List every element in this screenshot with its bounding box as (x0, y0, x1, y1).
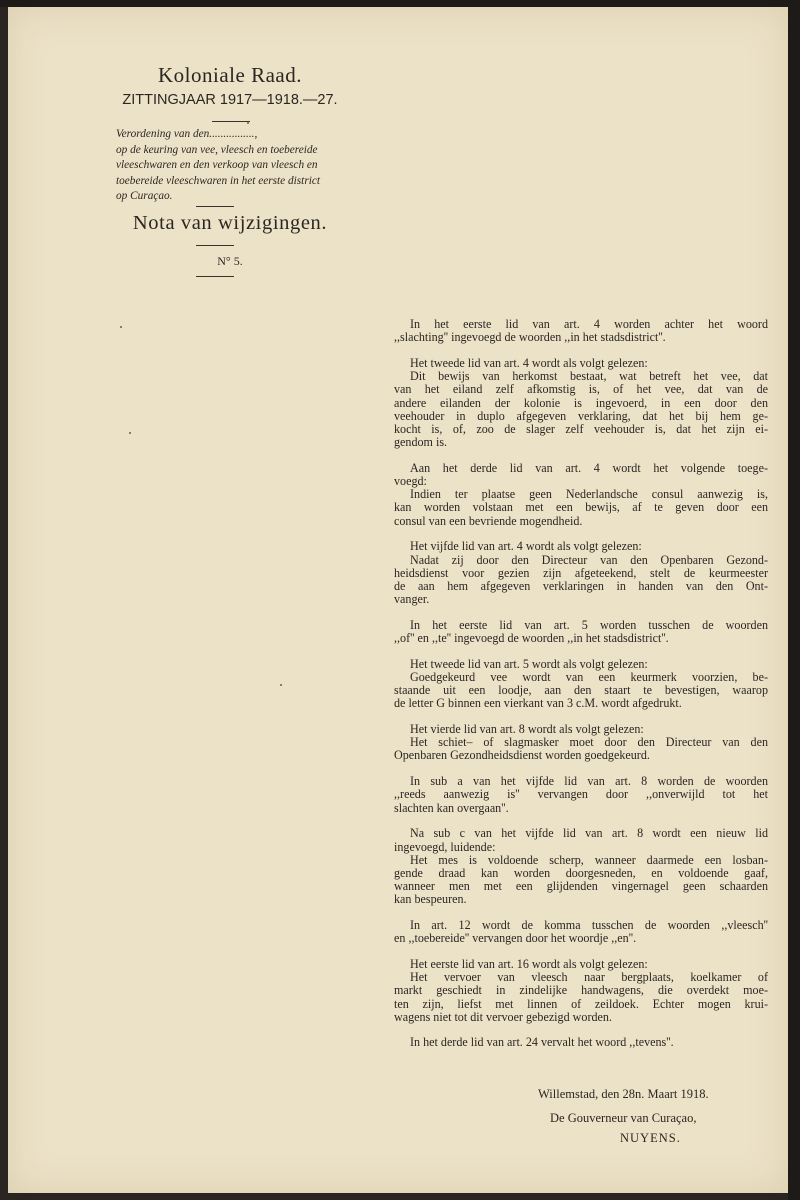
paragraph-line: Na sub c van het vijfde lid van art. 8 wordt een nieuw lid (410, 826, 768, 841)
paragraph-line: Het schiet– of slagmasker moet door den Directeur van den (410, 735, 768, 750)
amendment-paragraph (394, 462, 768, 528)
paragraph-line: Indien ter plaatse geen Nederlandsche consul aanwezig is, (410, 487, 768, 502)
paper-speck (120, 326, 122, 328)
paragraph-line: In sub a van het vijfde lid van art. 8 worden de woorden (410, 774, 768, 789)
paragraph-line: In art. 12 wordt de komma tusschen de woorden ,,vleesch'' (410, 918, 768, 933)
amendment-paragraph (394, 658, 768, 711)
paragraph-line: gendom is. (394, 435, 448, 450)
paragraph-line: Het eerste lid van art. 16 wordt als volgt gelezen: (410, 956, 648, 971)
amendment-paragraph (394, 619, 768, 645)
paragraph-line: slachten kan overgaan''. (394, 800, 509, 815)
paragraph-line: In het eerste lid van art. 4 worden achter het woord (410, 317, 768, 331)
paragraph-line: andere eilanden der kolonie is ingevoerd, in een door den (394, 395, 768, 410)
ordinance-line: vleeschwaren en den verkoop van vleesch en (116, 159, 318, 171)
ordinance-line: Verordening van den................, (116, 128, 258, 140)
paragraph-line: Het vijfde lid van art. 4 wordt als volgt gelezen: (410, 539, 642, 554)
paragraph-line: Aan het derde lid van art. 4 wordt het volgende toege- (410, 460, 768, 475)
paragraph-line: ,,of'' en ,,te'' ingevoegd de woorden ,,in het stadsdistrict''. (394, 631, 669, 646)
divider-rule (196, 276, 234, 277)
paragraph-line: en ,,toebereide'' vervangen door het woordje ,,en''. (394, 931, 637, 946)
ordinance-line: op de keuring van vee, vleesch en toebereide (116, 143, 318, 156)
ordinance-description (116, 127, 352, 205)
paragraph-line: Het tweede lid van art. 5 wordt als volgt gelezen: (410, 656, 648, 671)
paragraph-line: veehouder in duplo afgegeven verklaring, dat het bij hem ge- (394, 408, 768, 423)
paragraph-line: van het eiland zelf afkomstig is, of het vee, dat van de (394, 382, 768, 397)
amendment-paragraph (394, 958, 768, 1024)
paragraph-line: ten zijn, liefst met linnen of zeildoek. Echter mogen krui- (394, 996, 768, 1011)
paragraph-line: gende draad kan worden doorgesneden, en voldoende gaaf, (394, 865, 768, 880)
amendment-paragraph (394, 827, 768, 906)
divider-rule (212, 121, 250, 122)
amendment-paragraph (394, 540, 768, 606)
paragraph-line: ,,slachting'' ingevoegd de woorden ,,in het stadsdistrict''. (394, 330, 666, 345)
paragraph-line: kocht is, of, zoo de slager zelf veehouder is, dat het zijn ei- (394, 421, 768, 436)
governor-title: De Gouverneur van Curaçao, (550, 1111, 697, 1125)
paragraph-line: ,,reeds aanwezig is'' vervangen door ,,onverwijld tot het (394, 787, 768, 802)
paragraph-line: Goedgekeurd vee wordt van een keurmerk voorzien, be- (410, 669, 768, 684)
document-header (100, 62, 360, 110)
paragraph-line: voegd: (394, 474, 427, 489)
paper-speck (129, 432, 131, 434)
amendment-paragraph (394, 723, 768, 763)
paragraph-line: vanger. (394, 592, 430, 607)
paper-speck (280, 684, 282, 686)
paragraph-line: In het eerste lid van art. 5 worden tusschen de woorden (410, 617, 768, 632)
divider-rule (196, 245, 234, 246)
paragraph-line: de aan hem afgegeven verklaringen in handen van den Ont- (394, 578, 768, 593)
paragraph-line: staande uit een loodje, aan den staart te bevestigen, waarop (394, 683, 768, 698)
amendment-paragraph (394, 1036, 768, 1049)
council-title: Koloniale Raad. (158, 63, 302, 87)
amendment-paragraph (394, 318, 768, 344)
paragraph-line: Openbaren Gezondheidsdienst worden goedgekeurd. (394, 748, 650, 763)
governor-name: NUYENS. (620, 1131, 681, 1145)
session-year: ZITTINGJAAR 1917—1918.—27. (122, 92, 338, 108)
document-number: N° 5. (217, 254, 243, 268)
amendment-paragraph (394, 357, 768, 449)
paper-speck (247, 122, 249, 124)
paragraph-line: markt geschiedt in zindelijke handwagens, die overdekt moe- (394, 983, 768, 998)
paragraph-line: wanneer men met een glijdenden vingernagel geen schaarden (394, 879, 768, 894)
paragraph-line: In het derde lid van art. 24 vervalt het woord ,,tevens''. (410, 1035, 674, 1050)
paragraph-line: Het mes is voldoende scherp, wanneer daarmede een losban- (410, 852, 768, 867)
paragraph-line: wagens niet tot dit vervoer gebezigd worden. (394, 1009, 612, 1024)
ordinance-line: op Curaçao. (116, 190, 173, 202)
paragraph-line: consul van een bevriende mogendheid. (394, 513, 583, 528)
place-date: Willemstad, den 28n. Maart 1918. (538, 1087, 709, 1101)
scan-border-top (0, 0, 800, 7)
paragraph-line: de letter G binnen een vierkant van 3 c.M. wordt afgedrukt. (394, 696, 682, 711)
paragraph-line: kan worden volstaan met een bewijs, af te geven door een (394, 500, 768, 515)
paragraph-line: Het vervoer van vleesch naar bergplaats, koelkamer of (410, 970, 768, 985)
paragraph-line: Nadat zij door den Directeur van den Openbaren Gezond- (410, 552, 768, 567)
paragraph-line: Het vierde lid van art. 8 wordt als volgt gelezen: (410, 722, 644, 737)
document-title: Nota van wijzigingen. (132, 212, 328, 234)
amendments-body (394, 318, 768, 1062)
paragraph-line: Het tweede lid van art. 4 wordt als volgt gelezen: (410, 355, 648, 370)
paragraph-line: ingevoegd, luidende: (394, 839, 496, 854)
scan-border-right (788, 0, 800, 1200)
ordinance-line: toebereide vleeschwaren in het eerste district (116, 174, 321, 187)
paragraph-line: kan bespeuren. (394, 892, 467, 907)
amendment-paragraph (394, 919, 768, 945)
amendment-paragraph (394, 775, 768, 815)
paragraph-line: heidsdienst voor gezien zijn afgeteekend, stelt de keurmeester (394, 565, 768, 580)
divider-rule (196, 206, 234, 207)
paragraph-line: Dit bewijs van herkomst bestaat, wat betreft het vee, dat (410, 369, 768, 384)
